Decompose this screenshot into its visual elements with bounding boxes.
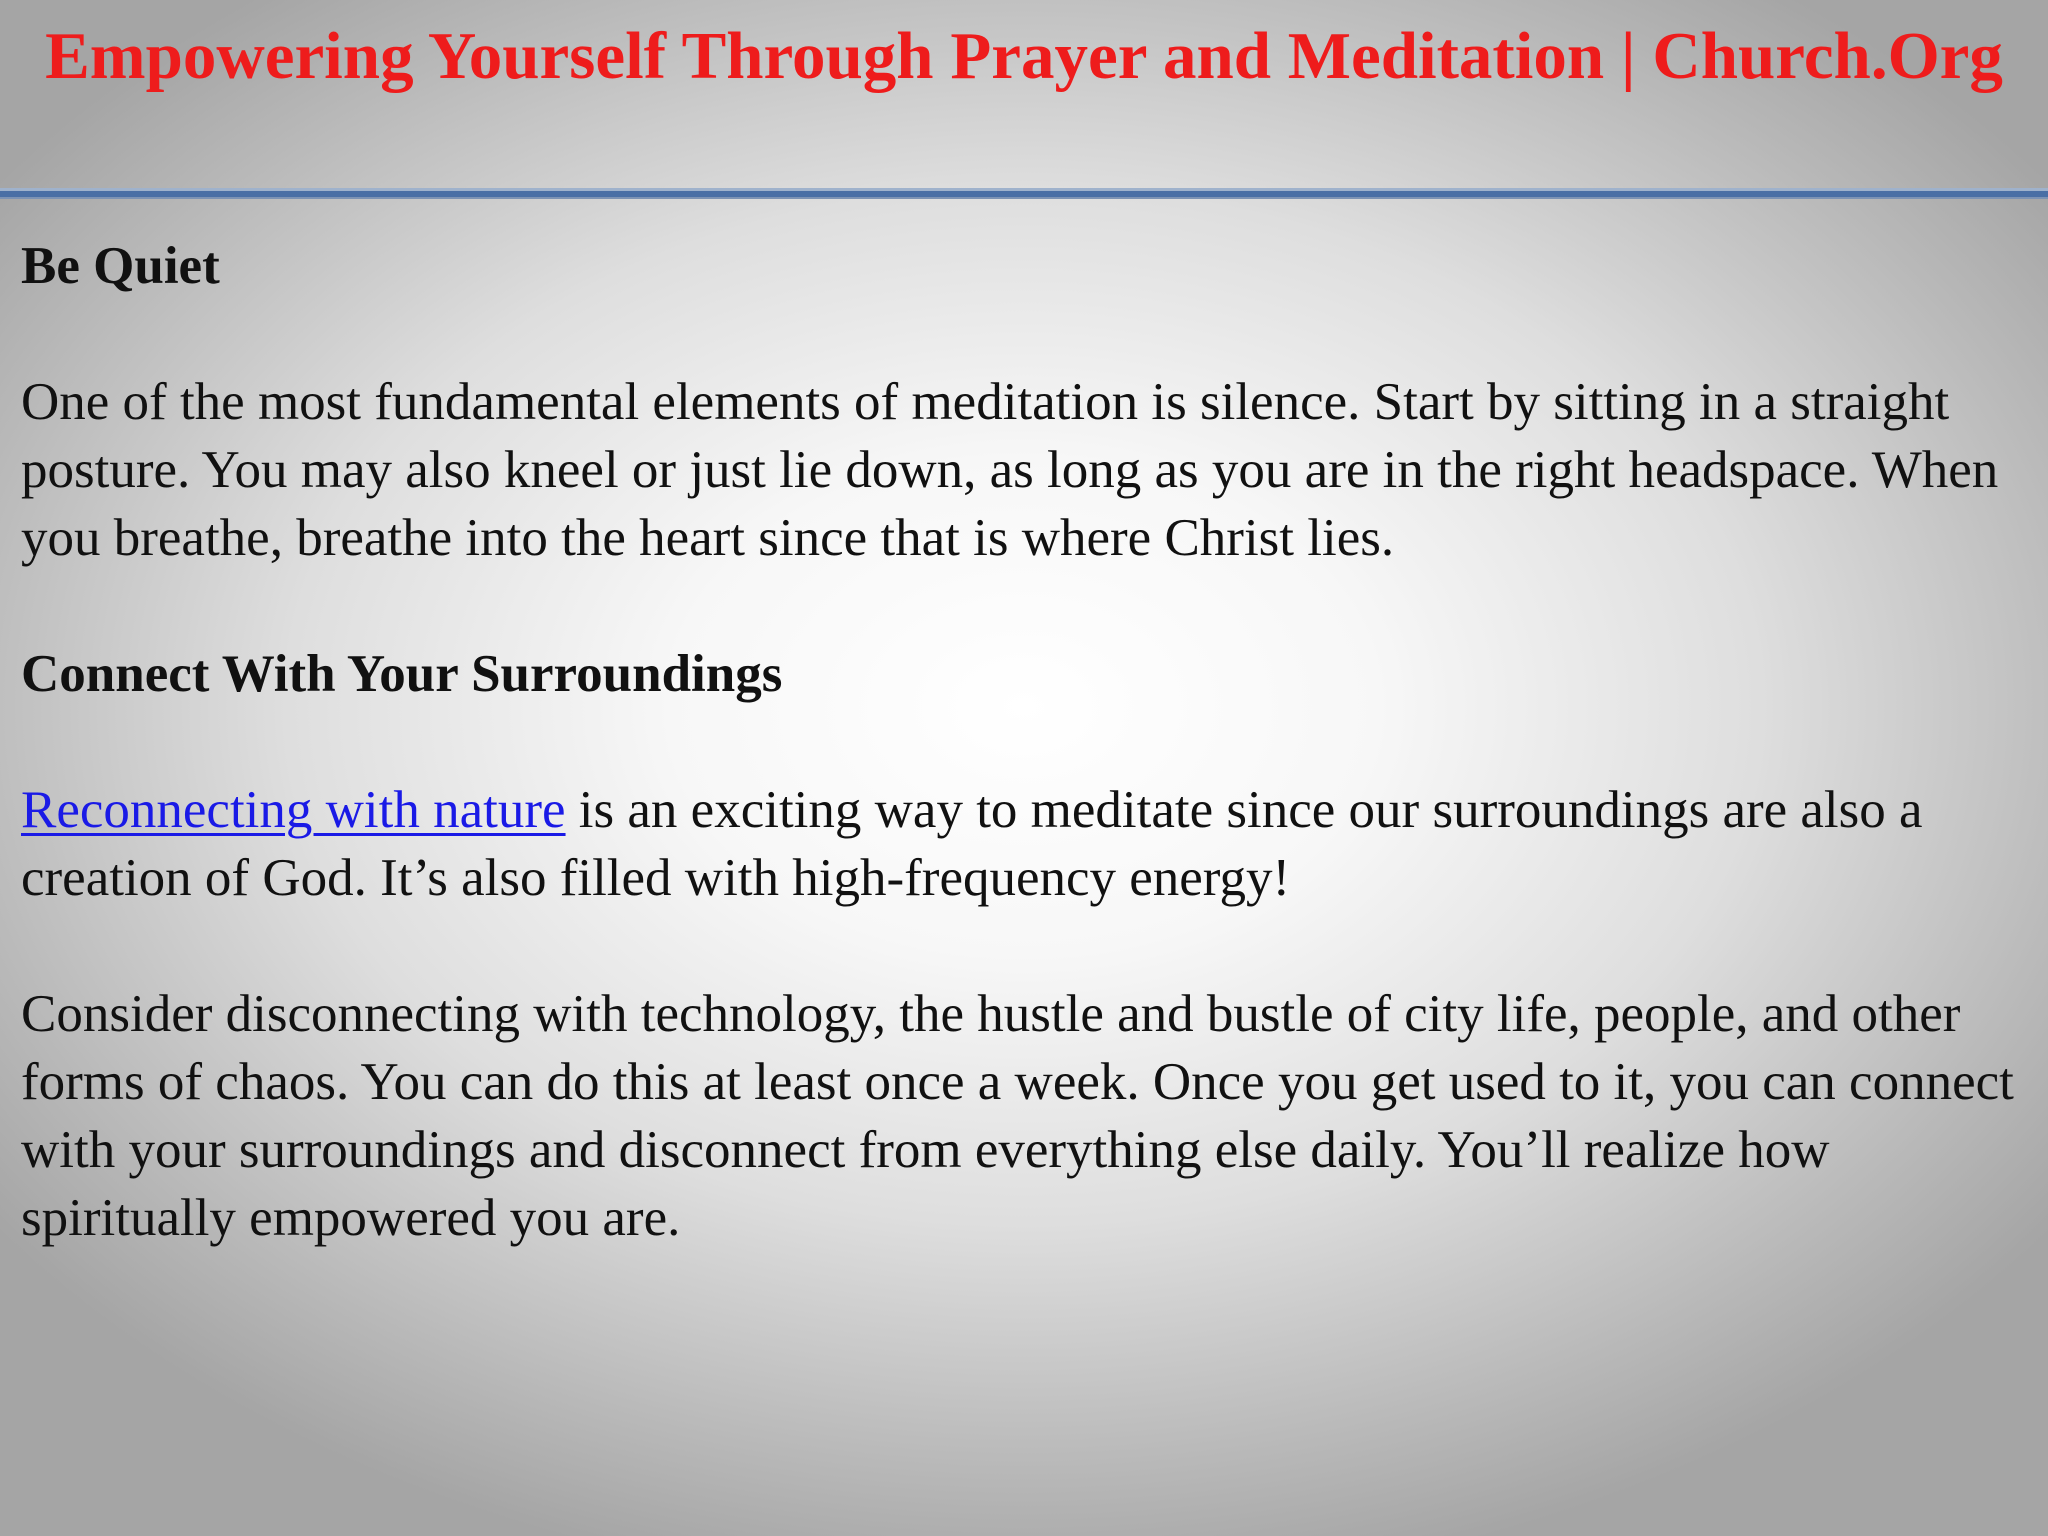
heading-be-quiet: Be Quiet (21, 237, 220, 295)
spacer (21, 912, 2031, 980)
slide-content (21, 232, 2031, 1252)
paragraph-connect-nature-text: is an exciting way to meditate since our surroundings are also a creation of God. It’s also filled with high-frequency energy! (21, 781, 1923, 907)
paragraph-connect-nature (21, 776, 2031, 912)
paragraph-be-quiet: One of the most fundamental elements of meditation is silence. Start by sitting in a straight posture. You may also kneel or just lie down, as long as you are in the right headspace. When you breathe, breathe into the heart since that is where Christ lies. (21, 373, 1999, 567)
spacer (21, 708, 2031, 776)
slide-title: Empowering Yourself Through Prayer and Meditation | Church.Org (45, 19, 2003, 93)
title-divider (0, 188, 2048, 200)
spacer (21, 572, 2031, 640)
paragraph-disconnect: Consider disconnecting with technology, the hustle and bustle of city life, people, and other forms of chaos. You can do this at least once a week. Once you get used to it, you can connect with your surroundings and disconnect from everything else daily. You’ll realize how spiritually empowered you are. (21, 985, 2014, 1247)
reconnecting-with-nature-link[interactable]: Reconnecting with nature (21, 781, 566, 839)
spacer (21, 300, 2031, 368)
heading-connect: Connect With Your Surroundings (21, 645, 783, 703)
title-divider-shadow (0, 197, 2048, 199)
